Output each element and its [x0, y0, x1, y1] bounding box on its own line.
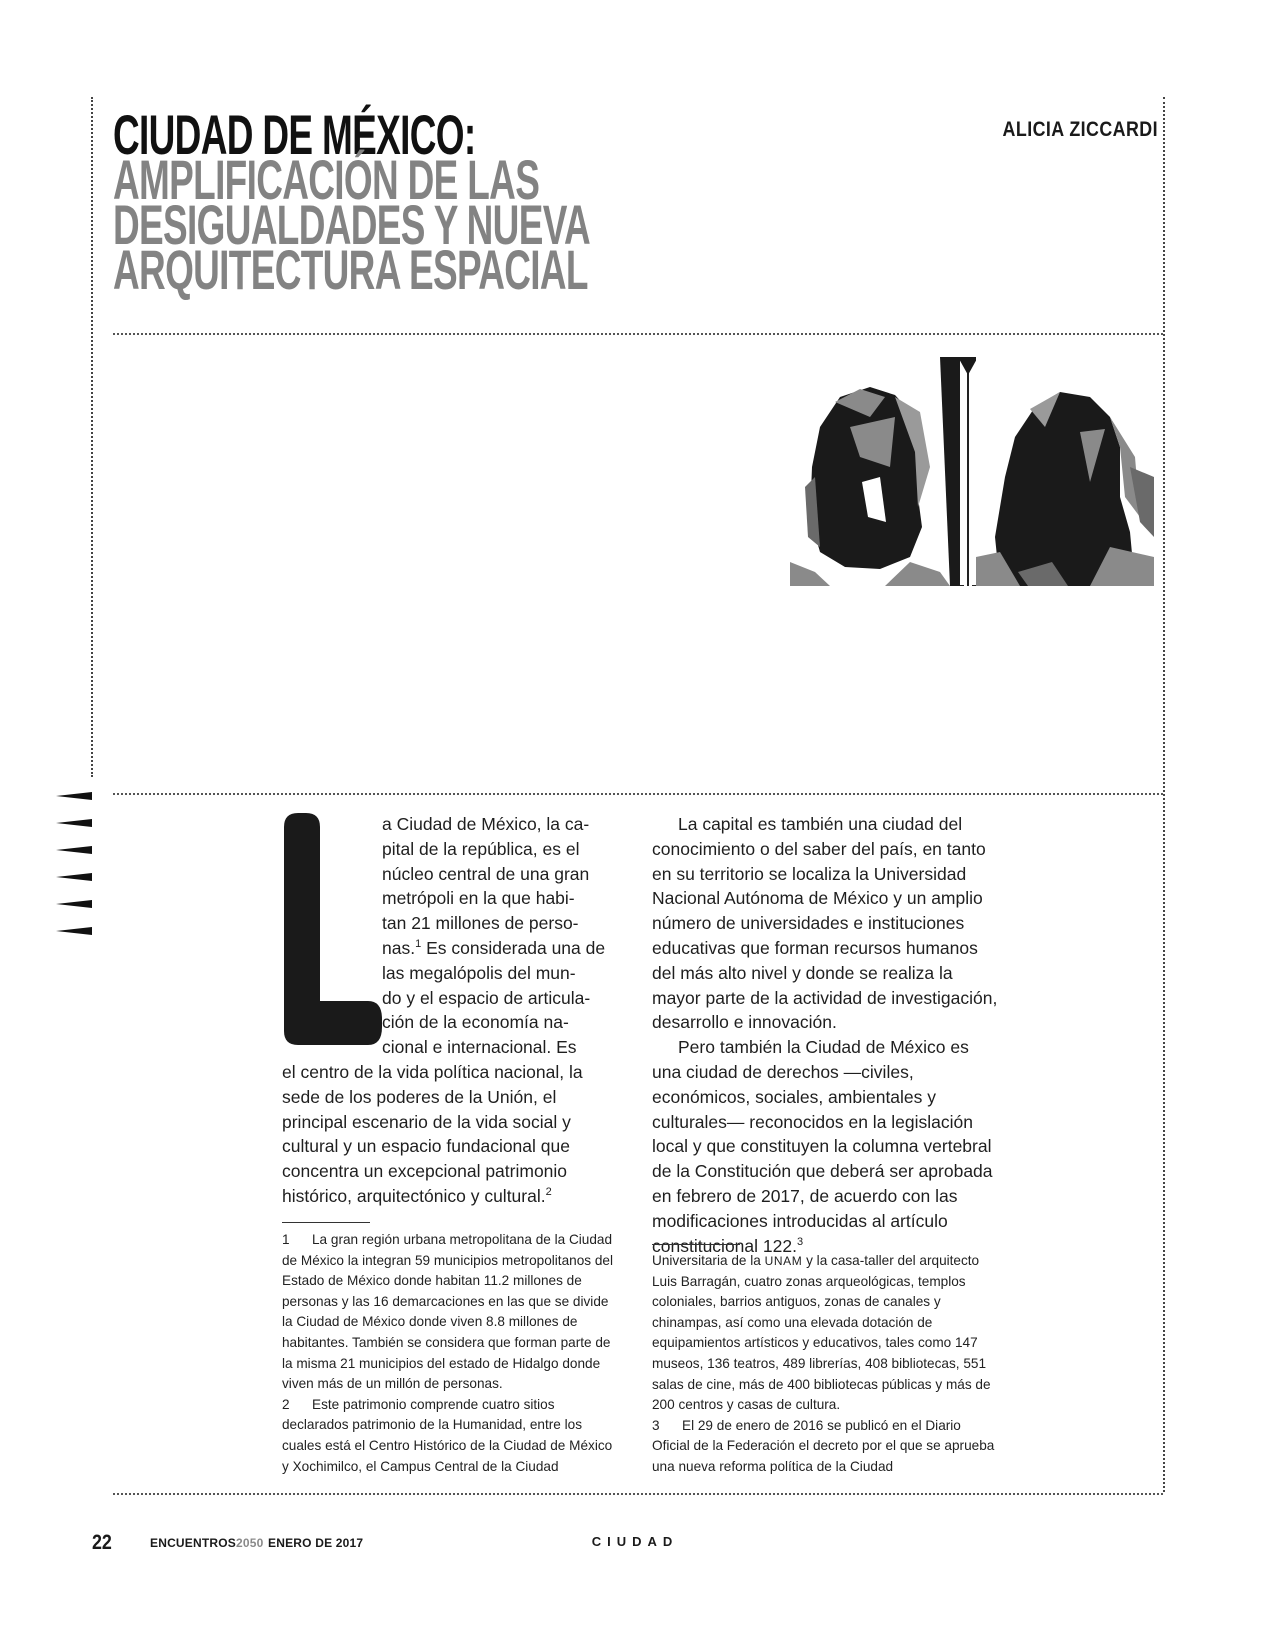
magazine-name: ENCUENTROS2050 [150, 1536, 264, 1550]
footnote-2: 2 Este patrimonio comprende cuatro sitios declarados patrimonio de la Humanidad, entre los cuales está el Centro Histórico de la Ciudad de México y Xochimilco, el Campus Central de la Ciudad [282, 1396, 613, 1474]
intro-line: a Ciudad de México, la ca- [382, 814, 590, 834]
right-frame-line [1163, 97, 1165, 1492]
intro-line: do y el espacio de articula- [382, 987, 591, 1008]
article-title [113, 103, 590, 301]
issue-date: ENERO DE 2017 [268, 1536, 364, 1550]
footnote-2-continued: Universitaria de la UNAM y la casa-taller del arquitecto Luis Barragán, cuatro zonas arqueológicas, templos coloniales, barrios antiguos, zonas de canales y chinampas, así como una elevada dotación de equipamientos artísticos y educativos, tales como 147 museos, 136 teatros, 489 librerías, 408 bibliotecas, 551 salas de cine, más de 400 bibliotecas públicas y más de 200 centros y casas de cultura. [652, 1253, 991, 1413]
author-name: ALICIA ZICCARDI [1002, 118, 1158, 141]
drop-cap-letter: L [332, 955, 338, 966]
silhouette-heads-illustration [790, 357, 1154, 586]
footnotes-right [652, 1251, 996, 1478]
intro-line: pital de la república, es el [382, 838, 580, 859]
page-number: 22 [92, 1531, 112, 1554]
margin-tick-marks [56, 792, 96, 942]
intro-line: ción de la economía na- [382, 1012, 569, 1033]
title-line-4: ARQUITECTURA ESPACIAL [113, 238, 588, 301]
footnote-rule-left [282, 1222, 370, 1223]
column2 [652, 812, 1000, 1258]
footer-divider [113, 1493, 1163, 1495]
intro-line: cional e internacional. Es [382, 1037, 577, 1058]
body-divider [113, 793, 1163, 795]
left-frame-line [91, 97, 93, 777]
title-line-3: DESIGUALDADES Y NUEVA [113, 193, 590, 256]
column1-paragraph: el centro de la vida política nacional, la sede de los poderes de la Unión, el principal escenario de la vida social y cultural y un espacio fundacional que concentra un excepcional patrimonio histórico, arquitectónico y cultural.$^2$ [282, 1062, 583, 1206]
intro-line: las megalópolis del mun- [382, 962, 576, 983]
footnote-ref-2[interactable]: 2 [545, 1186, 552, 1199]
footnote-1: 1 La gran región urbana metropolitana de la Ciudad de México la integran 59 municipios metropolitanos del Estado de México donde habitan 11.2 millones de personas y las 16 demarcaciones en las que se divide la Ciudad de México donde viven 8.8 millones de habitantes. También se considera que forman parte de la misma 21 municipios del estado de Hidalgo donde viven más de un millón de personas. [282, 1232, 613, 1392]
column2-paragraph-1: La capital es también una ciudad del conocimiento o del saber del país, en tanto en su territorio se localiza la Universidad Nacional Autónoma de México y un amplio número de universidades e instituciones educativas que forman recursos humanos del más alto nivel y donde se realiza la mayor parte de la actividad de investigación, desarrollo e innovación. [652, 814, 998, 1033]
footnote-3: 3 El 29 de enero de 2016 se publicó en el Diario Oficial de la Federación el decreto por el que se aprueba una nueva reforma política de la Ciudad [652, 1417, 995, 1474]
intro-line: metrópoli en la que habi- [382, 888, 575, 909]
intro-line: nas.$^1$ Es considerada una de [382, 937, 606, 958]
footnotes-left [282, 1230, 620, 1477]
column2-paragraph-2: Pero también la Ciudad de México es una ciudad de derechos —civiles, económicos, sociales, ambientales y culturales— reconocidos en la legislación local y que constituyen la columna vertebral de la Constitución que deberá ser aprobada en febrero de 2017, de acuerdo con las modificaciones introducidas al artículo constitucional 122.$^3$ [652, 1037, 993, 1256]
title-line-1: CIUDAD DE MÉXICO: [113, 103, 476, 166]
title-line-2: AMPLIFICACIÓN DE LAS [113, 148, 540, 211]
intro-line: tan 21 millones de perso- [382, 913, 579, 934]
footnote-rule-right [652, 1244, 740, 1245]
header-divider [113, 333, 1163, 335]
footnote-ref-3[interactable]: 3 [796, 1235, 804, 1248]
drop-cap [282, 813, 382, 1053]
section-name: CIUDAD [591, 1534, 679, 1549]
column1-intro [382, 812, 614, 1060]
intro-line: núcleo central de una gran [382, 863, 590, 884]
footnote-ref-1[interactable]: 1 [415, 938, 422, 951]
